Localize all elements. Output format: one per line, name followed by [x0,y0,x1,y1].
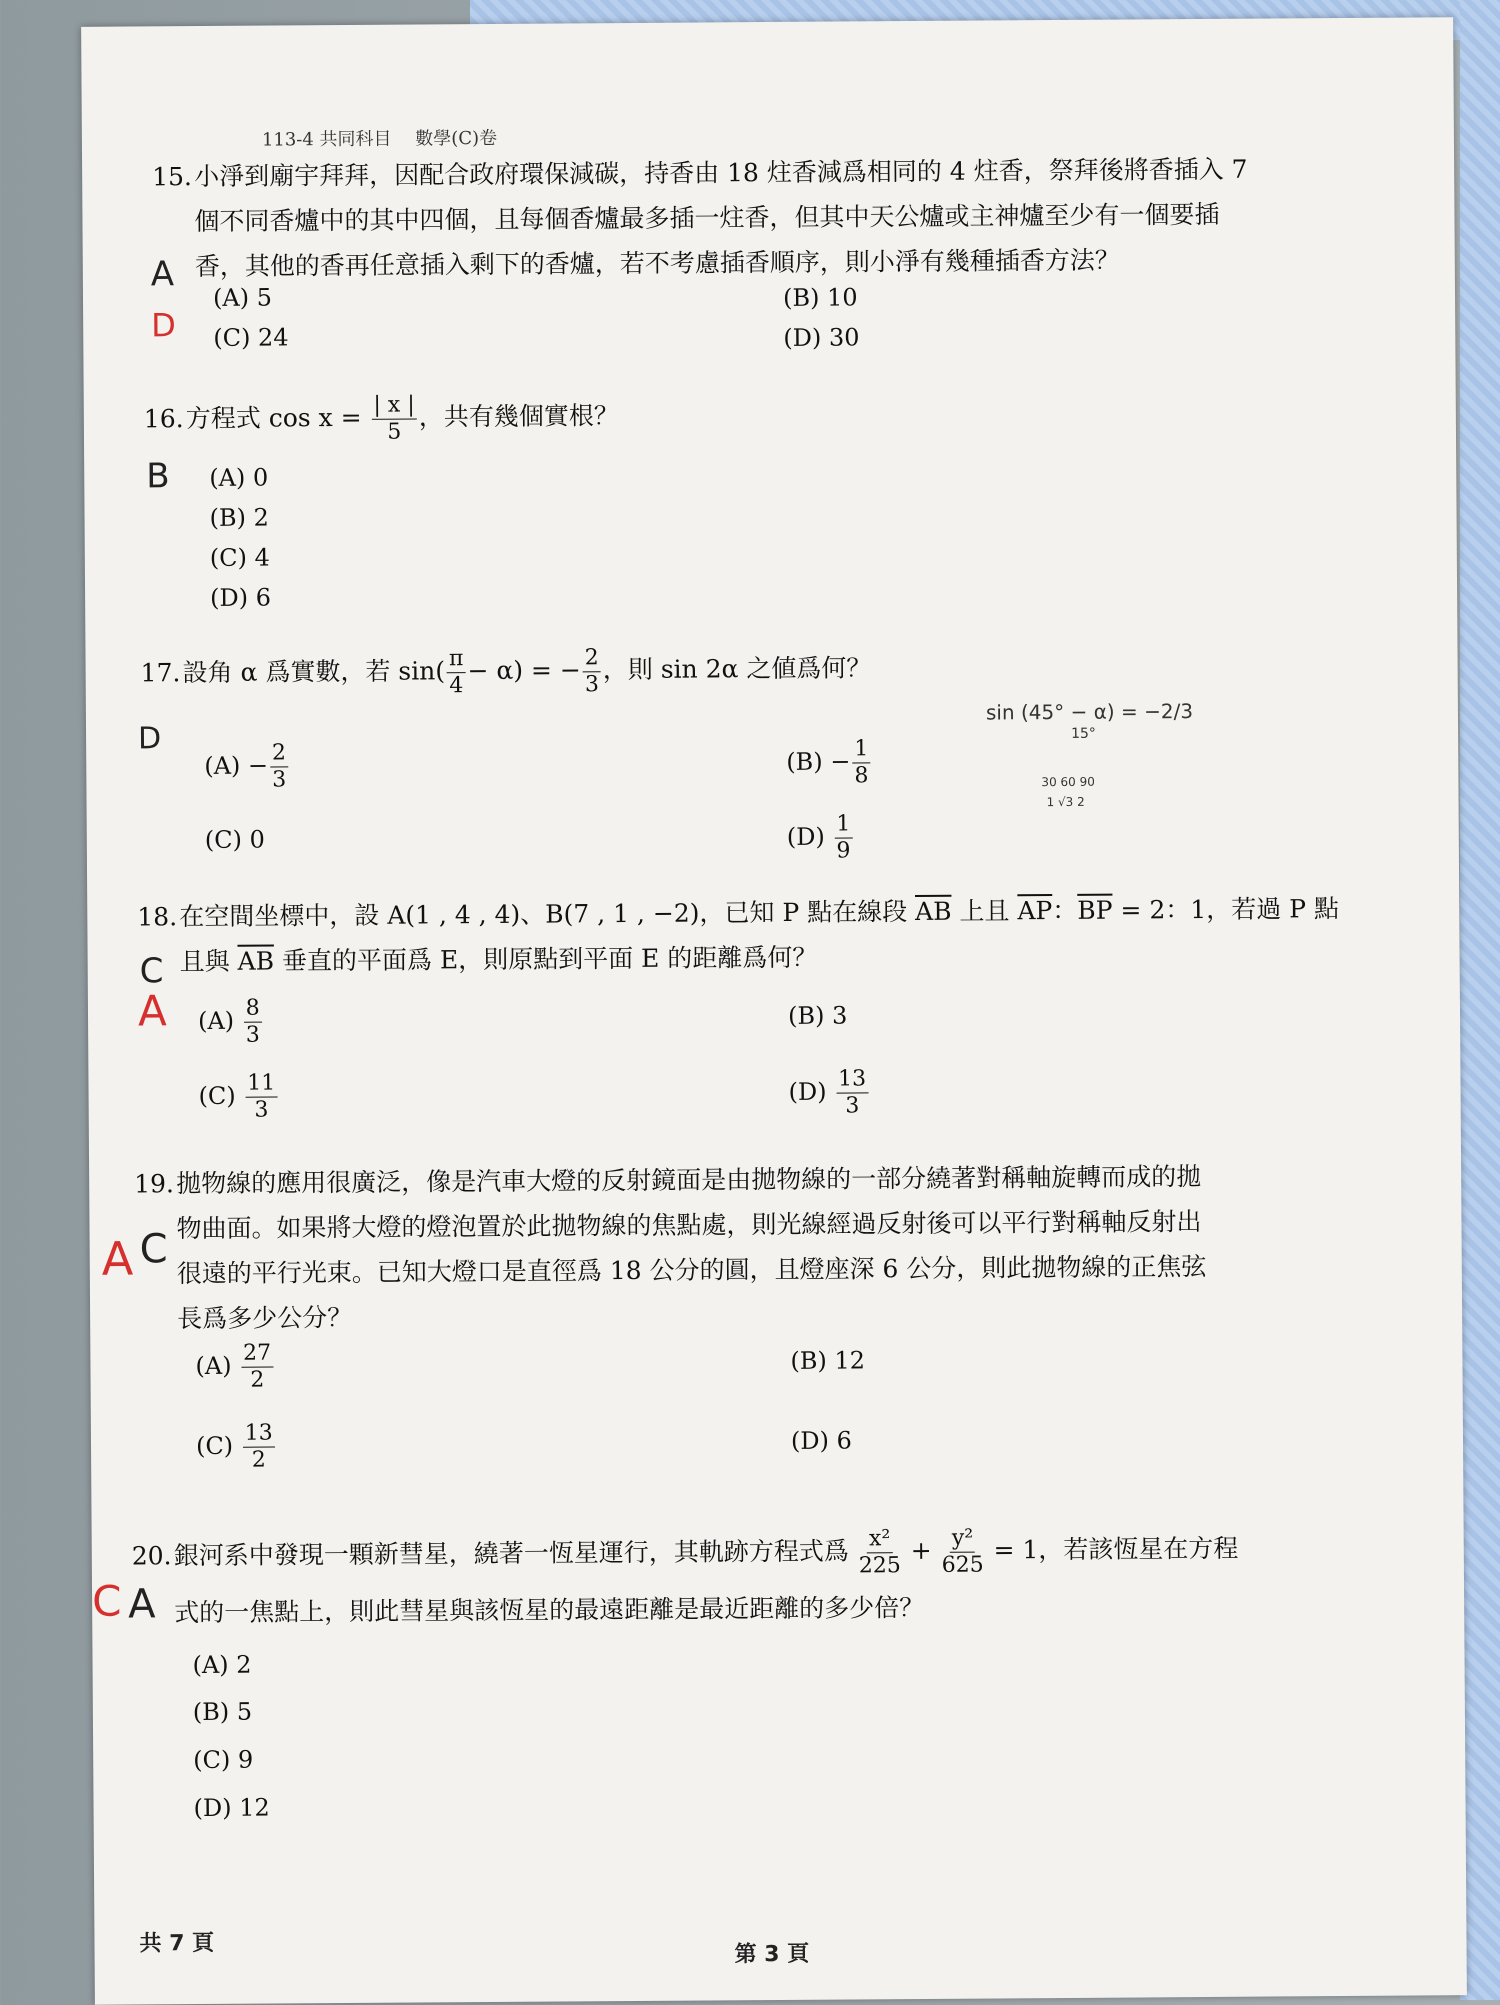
question-text: − α) = − [467,655,581,686]
handwritten-answer: D [137,721,162,757]
option-b[interactable]: (B) 12 [790,1346,866,1375]
question-text: 方程式 cos x = [185,402,370,434]
option-b[interactable]: (B) 5 [192,1697,253,1727]
option-b[interactable]: (B) 2 [209,503,269,532]
fraction: $\frac{\text{x²}}{225}$ [858,1526,901,1579]
segment-bp: $\overline{BP}$ [1077,895,1113,925]
question-15 [152,147,1248,290]
page-number: 第 3 頁 [734,1941,810,1968]
option-d[interactable]: (D) 12 [193,1793,270,1823]
question-16 [144,391,619,447]
fraction: $\frac{27}{2}$ [241,1341,273,1394]
handwritten-answer: A [150,254,175,295]
option-a[interactable]: (A) 0 [209,463,269,492]
option-d[interactable]: (D) $\frac{1}{9}$ [787,811,855,864]
handwritten-answer: A [101,1231,134,1286]
segment-ab: $\overline{AB}$ [915,896,952,927]
fraction: $\frac{1}{8}$ [854,736,869,789]
handwritten-answer: D [151,306,176,345]
option-c[interactable]: (C) $\frac{11}{3}$ [198,1070,279,1124]
option-c[interactable]: (C) 4 [209,543,270,572]
handwritten-note: 15° [1071,725,1096,742]
header-paper: 數學(C)卷 [415,127,498,150]
fraction: $\frac{2}{3}$ [584,645,600,698]
option-d[interactable]: (D) 6 [210,583,272,612]
question-text-line: 長爲多少公分？ [177,1302,353,1334]
question-text-line: 拋物線的應用很廣泛，像是汽車大燈的反射鏡面是由拋物線的一部分繞著對稱軸旋轉而成的拋 [176,1162,1202,1199]
fraction: $\frac{1}{9}$ [836,811,851,864]
fraction: $\frac{\text{y²}}{625}$ [941,1525,984,1578]
question-text-line: 個不同香爐中的其中四個，且每個香爐最多插一炷香，但其中天公爐或主神爐至少有一個要插 [194,199,1220,237]
question-19 [134,1154,1207,1341]
option-b[interactable]: (B) 10 [782,283,858,312]
question-number: 20. [131,1541,172,1571]
fraction: $\frac{8}{3}$ [245,995,260,1048]
option-a[interactable]: (A) 2 [192,1650,252,1680]
question-number: 18. [137,902,178,932]
option-a[interactable]: (A) $\frac{8}{3}$ [198,996,264,1049]
segment-ab: $\overline{AB}$ [237,946,275,976]
question-text: ，共有幾個實根？ [418,401,619,432]
option-a[interactable]: (A) 5 [212,283,273,312]
option-d[interactable]: (D) $\frac{13}{3}$ [788,1066,870,1120]
fraction: $\frac{13}{2}$ [243,1420,275,1473]
option-c[interactable]: (C) 9 [193,1745,254,1775]
question-text: ，則 sin 2α 之値爲何？ [602,653,872,685]
handwritten-answer: C [139,951,164,992]
fraction: $\frac{13}{3}$ [836,1066,868,1119]
question-text-line: 小淨到廟宇拜拜，因配合政府環保減碳，持香由 18 炷香減爲相同的 4 炷香，祭拜後將香插入 7 [194,154,1248,192]
option-d[interactable]: (D) 30 [783,323,860,352]
fraction: $\frac{2}{3}$ [271,740,287,793]
option-c[interactable]: (C) 0 [204,825,265,854]
option-b[interactable]: (B) 3 [787,1001,848,1030]
fraction: $\frac{11}{3}$ [245,1070,277,1123]
total-pages: 共 7 頁 [139,1930,215,1957]
handwritten-answer: C [91,1576,122,1626]
exam-page [81,17,1467,2005]
segment-ap: $\overline{AP}$ [1017,896,1053,926]
question-text: 設角 α 爲實數，若 sin( [182,656,446,688]
handwritten-note: sin (45° − α) = −2/3 [985,699,1194,725]
page-header [262,124,497,152]
fraction: $\frac{| x |}{5}$ [371,392,417,445]
question-number: 15. [152,162,193,192]
question-number: 19. [134,1169,175,1199]
option-d[interactable]: (D) 6 [790,1426,852,1455]
handwritten-answer: A [127,1581,156,1628]
question-text-line: 物曲面。如果將大燈的燈泡置於此拋物線的焦點處，則光線經過反射後可以平行對稱軸反射出 [176,1207,1202,1244]
question-18: 18.在空間坐標中，設 A(1 , 4 , 4)、B(7 , 1 , −2)，已知 P 點在線段 $\overline{AB}$ 上且 $\overline{AP}$：$\overline{BP} = 2$：1，若過 P 點 且與 $\overline{AB}$ 垂直的平面爲 E，則原點到平面 E 的距離爲何？ [137,894,1340,977]
question-17 [140,643,871,701]
question-number: 17. [140,658,181,688]
question-number: 16. [143,404,184,434]
option-b[interactable]: (B) − $\frac{1}{8}$ [786,736,872,790]
handwritten-answer: B [146,456,170,497]
question-text-line: 香，其他的香再任意插入剩下的香爐，若不考慮插香順序，則小淨有幾種插香方法？ [194,245,1120,282]
handwritten-note: 30 60 90 [1041,774,1095,790]
handwritten-answer: A [137,986,167,1036]
option-a[interactable]: (A) $\frac{27}{2}$ [195,1340,275,1394]
handwritten-answer: C [139,1226,168,1273]
option-c[interactable]: (C) $\frac{13}{2}$ [196,1420,277,1474]
towel-background-right [1460,0,1500,2000]
question-text-line: 很遠的平行光束。已知大燈口是直徑爲 18 公分的圓，且燈座深 6 公分，則此拋物線的正焦弦 [176,1251,1207,1289]
option-a[interactable]: (A) − $\frac{2}{3}$ [204,740,290,794]
question-text-line: 式的一焦點上，則此彗星與該恆星的最遠距離是最近距離的多少倍？ [174,1592,925,1628]
handwritten-note: 1 √3 2 [1046,794,1085,810]
question-20: 20.銀河系中發現一顆新彗星，繞著一恆星運行，其軌跡方程式爲 $\frac{\text{x²}}{225}$ + $\frac{\text{y²}}{625}$ = 1，若該恆星在方程 式的一焦點上，則此彗星與該恆星的最遠距離是最近距離的多少倍？ [132,1524,1239,1636]
header-subject: 113-4 共同科目 [261,128,392,151]
option-c[interactable]: (C) 24 [213,323,289,352]
fraction: $\frac{\pi}{4}$ [447,646,466,699]
